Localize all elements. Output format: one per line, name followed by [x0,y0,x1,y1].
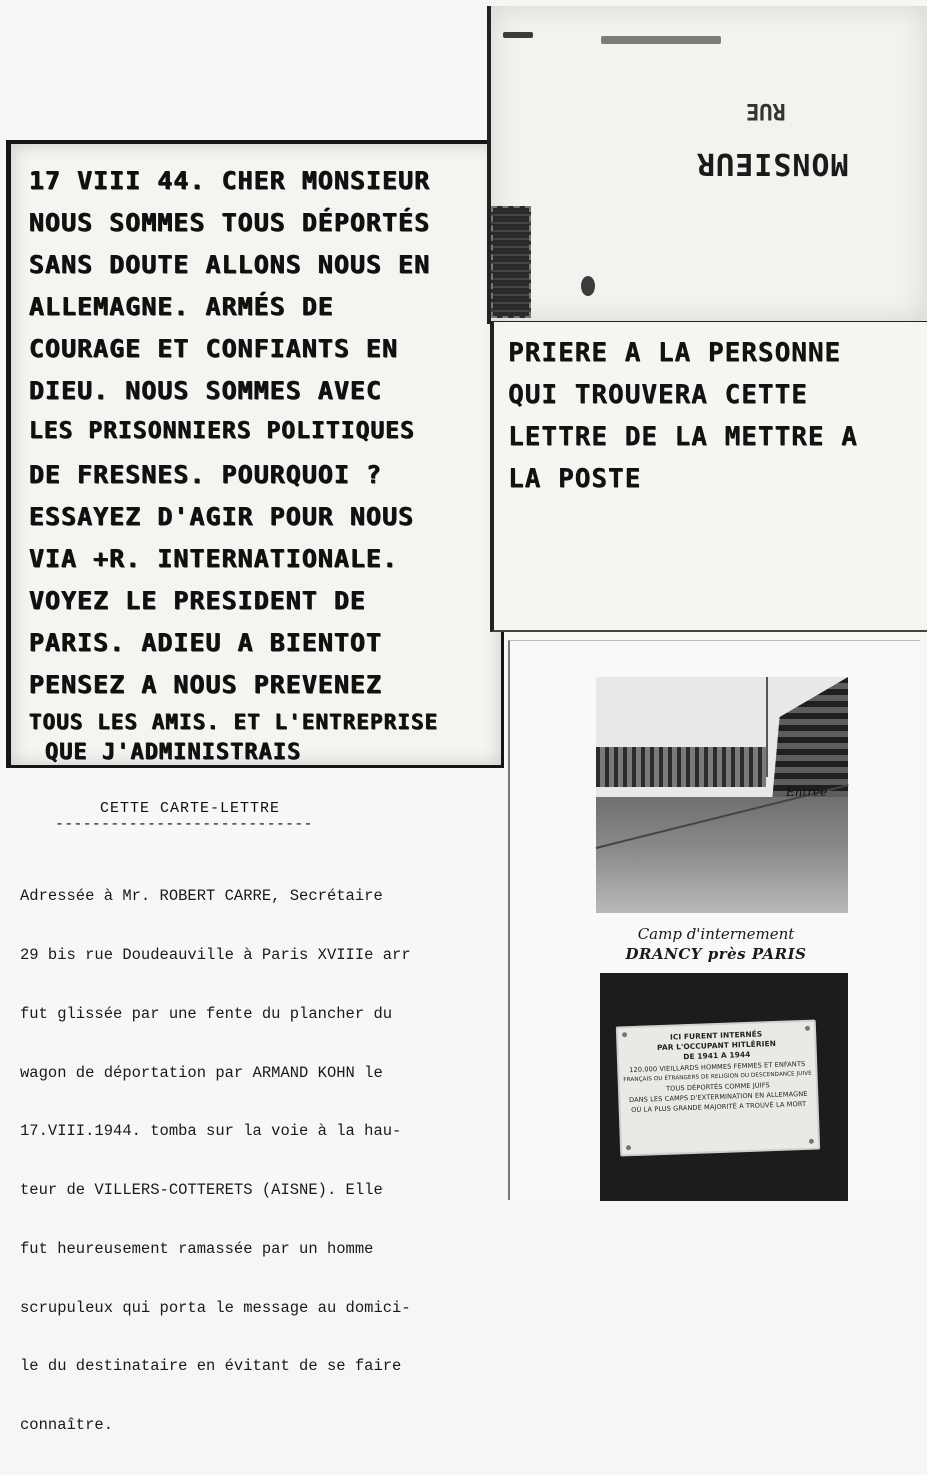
letter-line: COURAGE ET CONFIANTS EN [29,334,399,363]
drancy-camp-photo [596,677,848,913]
finder-line: PRIERE A LA PERSONNE [508,338,842,368]
envelope-addressee: MONSIEUR [696,146,849,181]
caption-title: CETTE CARTE-LETTRE [100,800,281,817]
photo-pole [766,677,768,777]
letter-line: DE FRESNES. POURQUOI ? [29,460,383,489]
memorial-plaque [616,1020,820,1157]
plaque-line: OÙ LA PLUS GRANDE MAJORITÉ A TROUVÉ LA MORT [631,1100,807,1115]
letter-line: ALLEMAGNE. ARMÉS DE [29,292,334,321]
caption-line: fut heureusement ramassée par un homme [20,1239,374,1258]
letter-line: ESSAYEZ D'AGIR POUR NOUS [29,502,415,531]
finder-line: QUI TROUVERA CETTE [508,380,808,410]
finder-note [490,322,927,632]
letter-line: VOYEZ LE PRESIDENT DE [29,586,367,615]
envelope-back [487,6,927,324]
plaque-line: ICI FURENT INTERNÉS [669,1029,763,1042]
finder-line: LA POSTE [508,464,642,494]
handwritten-letter [6,140,504,768]
letter-line: SANS DOUTE ALLONS NOUS EN [29,250,431,279]
caption-line: Adressée à Mr. ROBERT CARRE, Secrétaire [20,887,383,906]
plaque-screw [626,1145,631,1150]
photo-caption-line2: DRANCY près PARIS [625,945,807,963]
letter-line: NOUS SOMMES TOUS DÉPORTÉS [29,208,431,237]
caption-line: 29 bis rue Doudeauville à Paris XVIIIe arr [20,945,411,964]
ink-smudge [581,276,595,296]
plaque-line: PAR L'OCCUPANT HITLÉRIEN [656,1039,777,1053]
photo-building-far [596,747,766,787]
photo-caption [510,925,922,963]
plaque-line: DANS LES CAMPS D'EXTERMINATION EN ALLEMAGNE [628,1090,808,1105]
caption-line: fut glissée par une fente du plancher du [20,1004,393,1023]
plaque-line: 120.000 VIEILLARDS HOMMES FEMMES ET ENFANTS [629,1059,806,1074]
letter-line: PENSEZ A NOUS PREVENEZ [29,670,383,699]
caption-line: connaître. [20,1416,114,1435]
letter-line: LES PRISONNIERS POLITIQUES [29,418,416,444]
finder-line: LETTRE DE LA METTRE A [508,422,858,452]
caption-body [20,848,500,1475]
caption-line: le du destinataire en évitant de se faire [20,1357,402,1376]
postage-stamp [491,206,531,318]
caption-line: scrupuleux qui porta le message au domici- [20,1298,411,1317]
caption-divider: ---------------------------- [55,816,313,833]
plaque-line: FRANÇAIS OU ÉTRANGERS DE RELIGION OU DESCENDANCE JUIVE [623,1070,812,1084]
letter-line: TOUS LES AMIS. ET L'ENTREPRISE [29,710,439,734]
photo-entrance-label: Entrée [786,785,828,799]
memorial-plaque-photo [600,973,848,1201]
ink-smudge [601,36,721,44]
photo-card [508,640,920,1200]
plaque-screw [809,1139,814,1144]
letter-line: DIEU. NOUS SOMMES AVEC [29,376,383,405]
plaque-line: DE 1941 A 1944 [683,1050,751,1062]
typed-caption [10,770,506,1435]
letter-line: PARIS. ADIEU A BIENTOT [29,628,383,657]
photo-caption-line1: Camp d'internement [637,925,795,943]
letter-line: VIA +R. INTERNATIONALE. [29,544,399,573]
letter-line: 17 VIII 44. CHER MONSIEUR [29,166,431,195]
letter-line: QUE J'ADMINISTRAIS [45,740,302,765]
envelope-faint-text: RUE [746,98,786,123]
caption-line: wagon de déportation par ARMAND KOHN le [20,1063,383,1082]
plaque-line: TOUS DÉPORTÉS COMME JUIFS [665,1081,770,1093]
caption-line: teur de VILLERS-COTTERETS (AISNE). Elle [20,1181,383,1200]
ink-smudge [503,32,533,38]
caption-line: 17.VIII.1944. tomba sur la voie à la hau- [20,1122,402,1141]
